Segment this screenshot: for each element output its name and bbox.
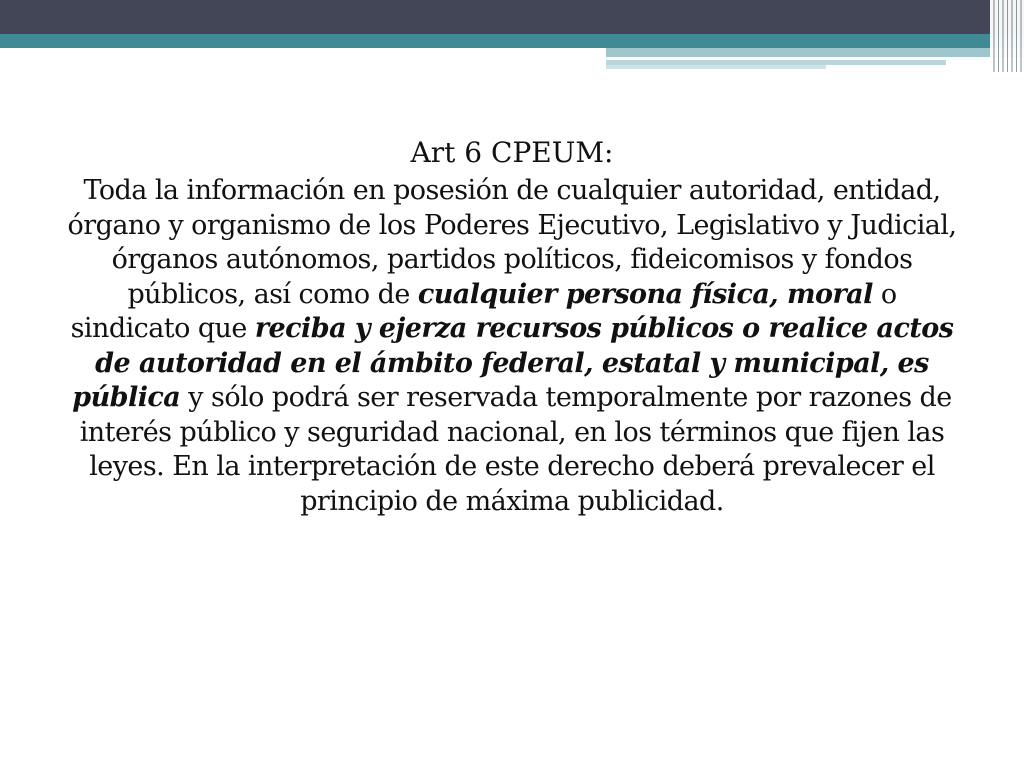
text-segment: Toda la información en posesión de cualquier autoridad, entidad, órgano y organismo de los Poderes Ejecutivo, Legislativo y Judicial, órganos autónomos, partidos políticos, fideicomisos y fondos públicos, así como de [67,175,957,310]
corner-stripes-decoration [990,0,1024,72]
header-light-band-thinner [606,65,826,69]
emphasized-text-segment: cualquier persona física, moral [417,278,873,310]
header-teal-band [0,34,1024,48]
slide-heading: Art 6 CPEUM: [410,136,614,169]
header-light-band [606,48,1024,57]
emphasized-text-segment: reciba y ejerza recursos públicos o realice actos de autoridad en el ámbito federal, estatal y municipal, es pública [72,313,954,413]
text-segment: o sindicato que [70,278,897,344]
slide-content [66,136,958,519]
header-dark-band [0,0,1024,34]
text-segment: y sólo podrá ser reservada temporalmente por razones de interés público y seguridad nacional, en los términos que fijen las leyes. En la interpretación de este derecho deberá prevalecer el principio de máxima publicidad. [79,382,952,517]
article-text [66,174,958,519]
